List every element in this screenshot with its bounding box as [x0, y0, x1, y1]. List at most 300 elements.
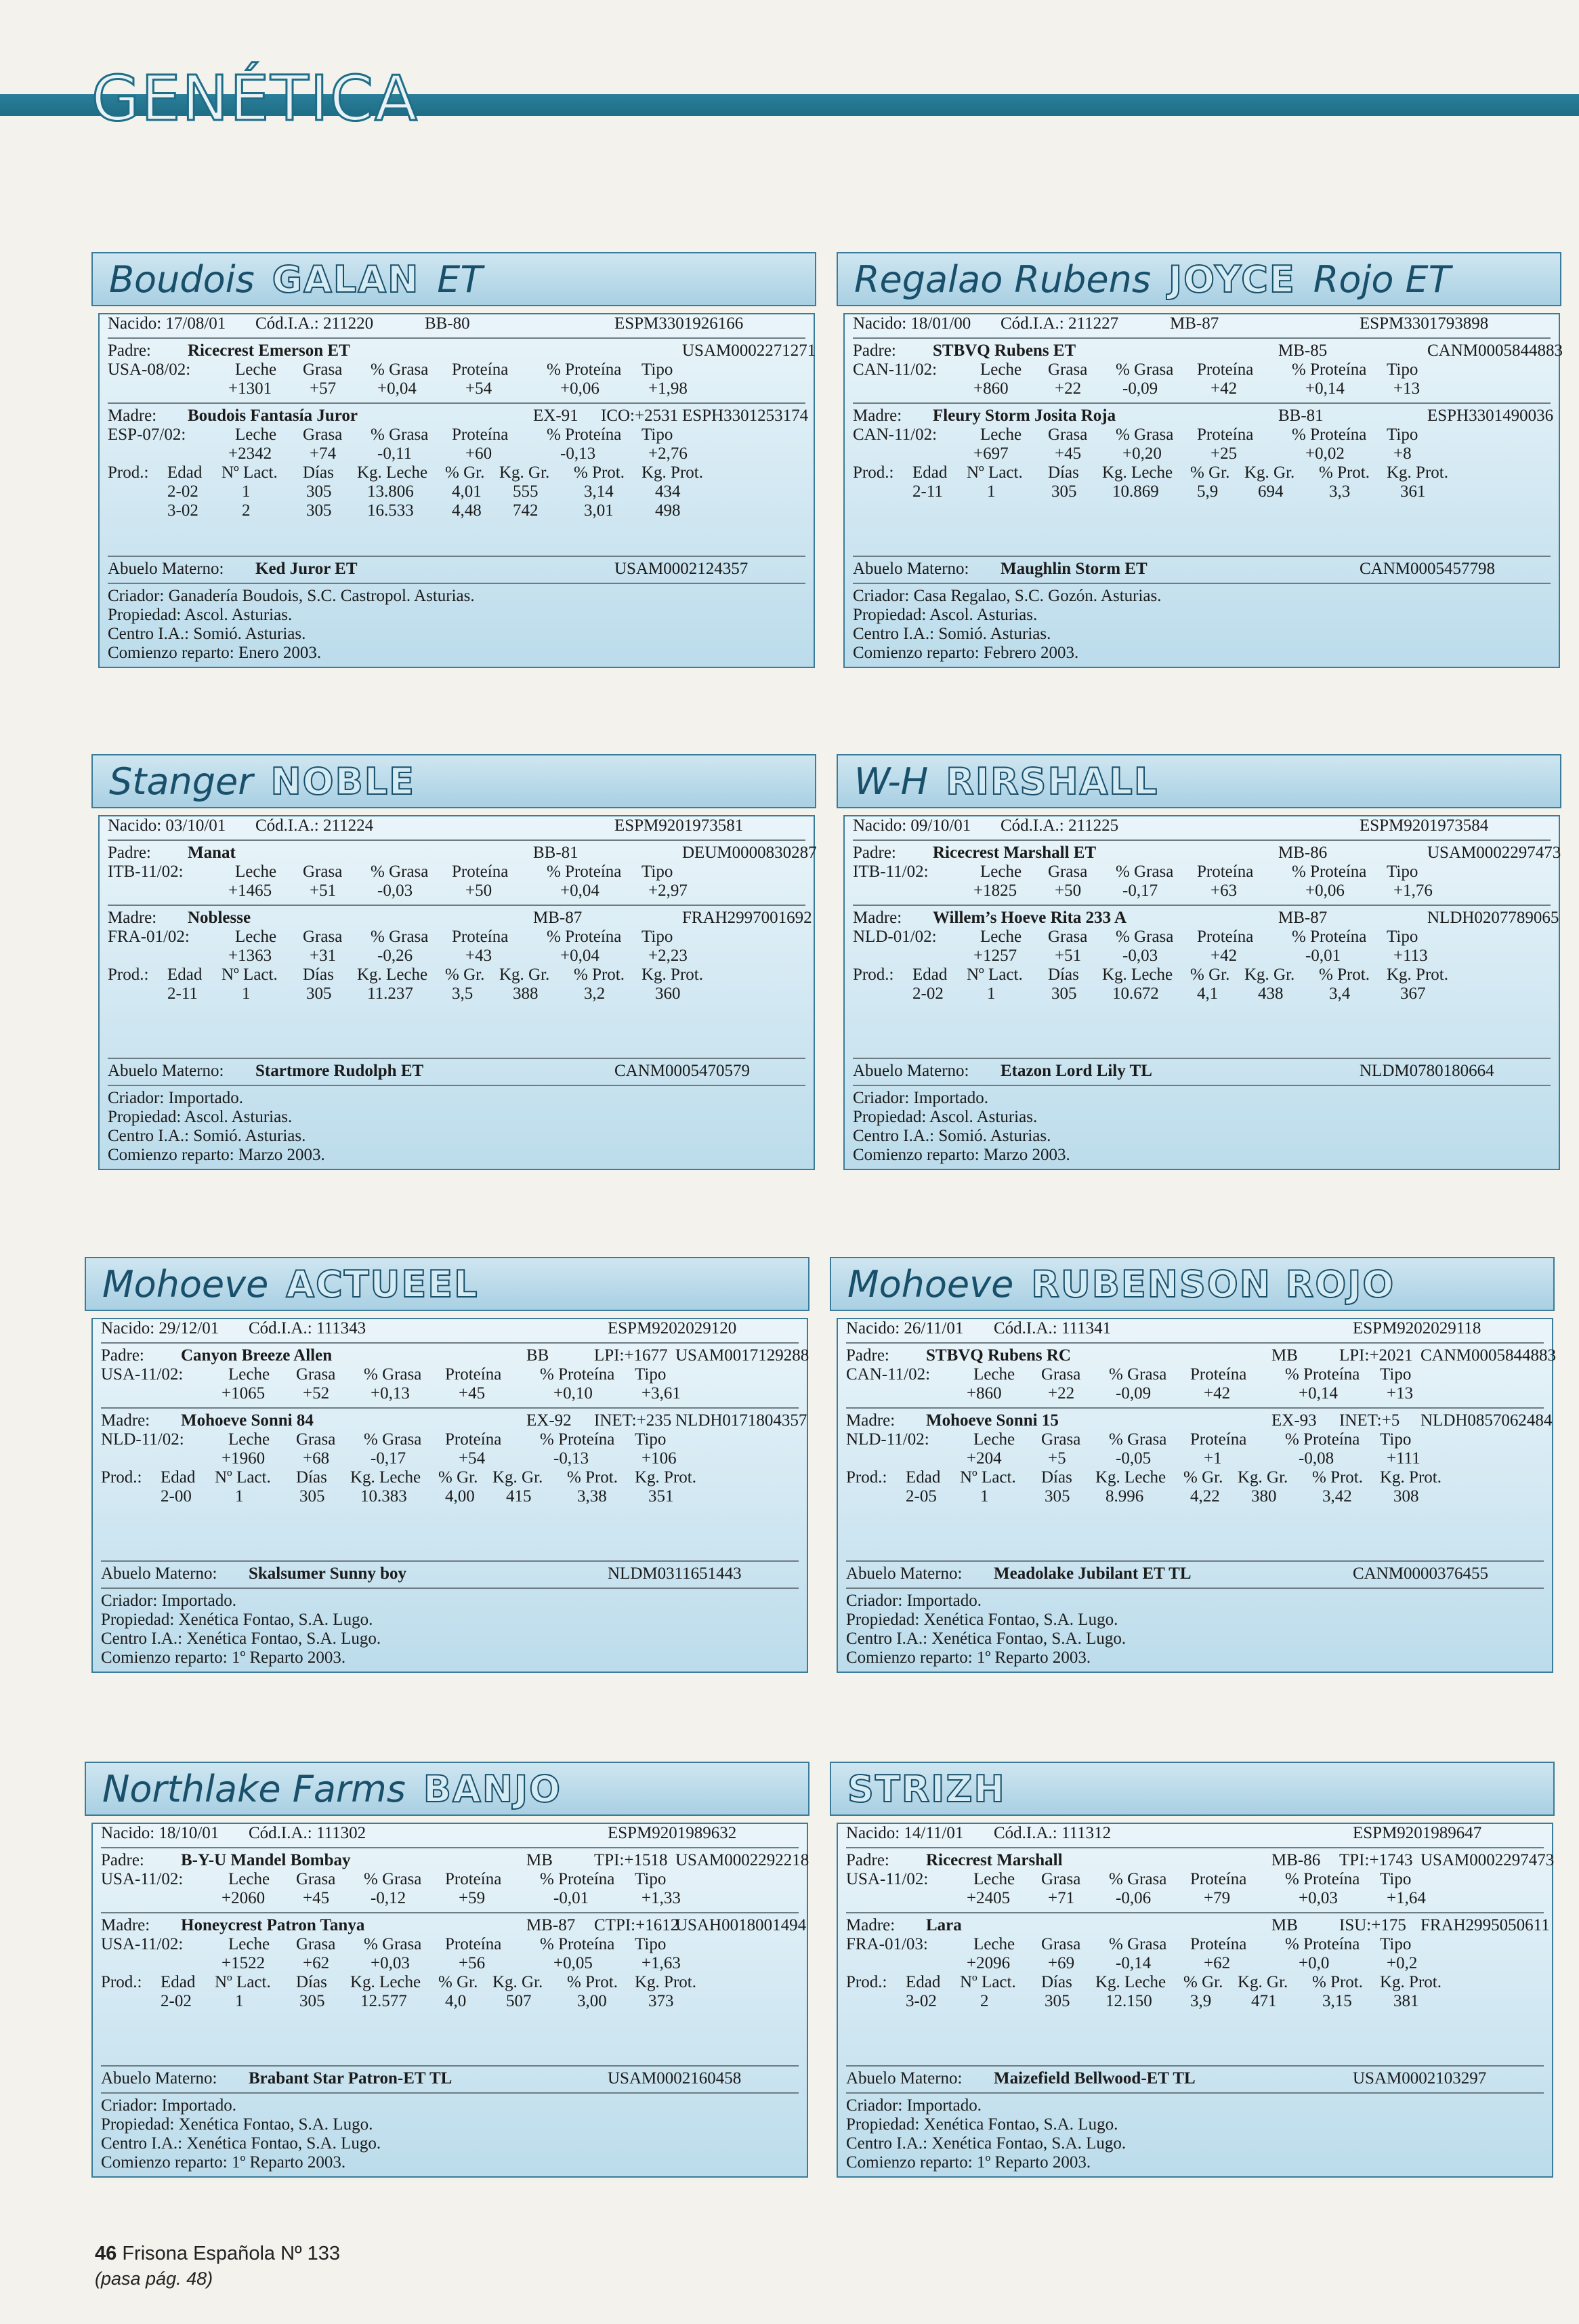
prod-value: 305	[1045, 1992, 1070, 2010]
madre-id: NLDH0857062484	[1420, 1411, 1553, 1430]
criador-text: Criador: Ganadería Boudois, S.C. Castropol. Asturias.	[108, 587, 475, 605]
padre-col-col_pprot: % Proteína	[540, 1870, 615, 1888]
prod-col-p_kggr: Kg. Gr.	[1244, 463, 1295, 482]
prod-value: 2	[242, 501, 251, 520]
centro-row	[93, 2134, 807, 2153]
madre-index: ICO:+2531	[601, 407, 679, 425]
prod-value: 3,01	[584, 501, 614, 520]
padre-value: +54	[465, 379, 492, 398]
bull-title-prefix: Stanger	[109, 760, 253, 803]
prod-value: 2	[980, 1992, 989, 2010]
divider	[853, 583, 1551, 584]
padre-label: Padre:	[101, 1851, 144, 1869]
padre-label: Padre:	[108, 844, 151, 862]
bull-title-suffix: ET	[437, 257, 483, 301]
padre-country: ITB-11/02:	[853, 863, 929, 881]
divider	[101, 1342, 799, 1344]
padre-value: +42	[1204, 1384, 1231, 1403]
grandsire-label: Abuelo Materno:	[853, 1062, 969, 1080]
madre-value: +0,05	[553, 1954, 593, 1972]
padre-col-col_tipo: Tipo	[1387, 360, 1418, 379]
madre-col-col_pgrasa: % Grasa	[371, 928, 429, 946]
padre-header-row	[845, 844, 1559, 863]
prod-value: 2-00	[161, 1487, 192, 1506]
padre-id: CANM0005844883	[1420, 1346, 1557, 1365]
prod-value: 305	[306, 482, 332, 501]
prod-value: 1	[235, 1992, 244, 2010]
grandsire-id: CANM0005470579	[614, 1062, 751, 1080]
divider	[101, 1847, 799, 1848]
prod-col-p_edad: Edad	[167, 463, 203, 482]
padre-name: Ricecrest Marshall	[926, 1851, 1063, 1869]
padre-col-col_pgrasa: % Grasa	[1116, 360, 1174, 379]
madre-col-col_leche: Leche	[980, 928, 1022, 946]
madre-columns-row	[845, 426, 1559, 444]
padre-col-col_grasa: Grasa	[1048, 360, 1088, 379]
madre-col-col_leche: Leche	[980, 426, 1022, 444]
comienzo-text: Comienzo reparto: 1º Reparto 2003.	[846, 1648, 1091, 1667]
prod-label: Prod.:	[846, 1468, 887, 1487]
padre-col-col_pprot: % Proteína	[547, 360, 622, 379]
prod-value: 434	[655, 482, 681, 501]
bull-id: ESPM9201973584	[1360, 816, 1489, 835]
bull-title-prefix: W-H	[854, 760, 929, 803]
padre-col-col_pgrasa: % Grasa	[371, 360, 429, 379]
madre-class: EX-91	[533, 407, 578, 425]
prod-value: 4,48	[452, 501, 482, 520]
prod-col-p_dias: Días	[296, 1973, 327, 1991]
grandsire-id: USAM0002124357	[614, 560, 749, 578]
prod-value: 2-11	[167, 984, 198, 1003]
criador-text: Criador: Importado.	[101, 2096, 236, 2115]
centro-text: Centro I.A.: Xenética Fontao, S.A. Lugo.	[101, 2134, 381, 2153]
grandsire-id: CANM0005457798	[1360, 560, 1496, 578]
prod-value: 12.577	[360, 1992, 407, 2010]
madre-id: ESPH3301490036	[1427, 407, 1554, 425]
section-title: GENÉTICA	[91, 62, 419, 135]
divider	[108, 1058, 805, 1059]
madre-value: -0,17	[371, 1449, 406, 1468]
madre-columns-row	[93, 1935, 807, 1954]
madre-value: +45	[1055, 444, 1082, 463]
prod-header-row	[93, 1973, 807, 1992]
propiedad-row	[93, 1611, 807, 1630]
padre-value: -0,12	[371, 1889, 406, 1907]
madre-values-row	[100, 444, 814, 463]
padre-col-col_pgrasa: % Grasa	[371, 863, 429, 881]
madre-col-col_tipo: Tipo	[1380, 1935, 1412, 1953]
padre-value: +45	[459, 1384, 486, 1403]
madre-col-col_prot: Proteína	[452, 928, 509, 946]
madre-value: +0,20	[1122, 444, 1162, 463]
grandsire-name: Etazon Lord Lily TL	[1001, 1062, 1152, 1080]
criador-row	[93, 1592, 807, 1611]
comienzo-row	[93, 2153, 807, 2172]
prod-value: 415	[506, 1487, 532, 1506]
bull-title-suffix: Rojo ET	[1313, 257, 1451, 301]
madre-col-col_pprot: % Proteína	[1285, 1935, 1360, 1953]
padre-columns-row	[100, 360, 814, 379]
bull-title	[837, 252, 1561, 306]
prod-col-p_gr: % Gr.	[438, 1973, 478, 1991]
madre-class: EX-92	[526, 1411, 572, 1430]
madre-name: Willem’s Hoeve Rita 233 A	[933, 909, 1127, 927]
prod-col-p_dias: Días	[303, 966, 334, 984]
divider	[846, 1407, 1544, 1409]
madre-value: +5	[1048, 1449, 1066, 1468]
ia-code: Cód.I.A.: 111302	[249, 1824, 366, 1842]
padre-col-col_prot: Proteína	[1190, 1870, 1247, 1888]
madre-col-col_grasa: Grasa	[296, 1935, 336, 1953]
divider	[108, 1085, 805, 1086]
prod-col-p_kggr: Kg. Gr.	[499, 463, 550, 482]
madre-col-col_grasa: Grasa	[1041, 1935, 1081, 1953]
madre-col-col_grasa: Grasa	[1041, 1430, 1081, 1449]
spacer	[93, 2011, 807, 2061]
madre-country: NLD-11/02:	[101, 1430, 184, 1449]
prod-value: 3,42	[1322, 1487, 1352, 1506]
comienzo-text: Comienzo reparto: Marzo 2003.	[108, 1146, 325, 1164]
padre-country: USA-08/02:	[108, 360, 191, 379]
birth-date: Nacido: 09/10/01	[853, 816, 971, 835]
madre-value: -0,13	[560, 444, 596, 463]
padre-country: USA-11/02:	[101, 1365, 184, 1384]
divider	[853, 1085, 1551, 1086]
madre-value: +111	[1387, 1449, 1420, 1468]
prod-value: 10.869	[1112, 482, 1159, 501]
padre-value: -0,06	[1116, 1889, 1152, 1907]
divider	[101, 2065, 799, 2067]
padre-value: +42	[1210, 379, 1238, 398]
padre-value: +50	[465, 881, 492, 900]
padre-header-row	[838, 1851, 1555, 1870]
comienzo-text: Comienzo reparto: Febrero 2003.	[853, 644, 1079, 662]
padre-value: +0,10	[553, 1384, 593, 1403]
padre-value: +59	[459, 1889, 486, 1907]
padre-value: +13	[1387, 1384, 1414, 1403]
birth-date: Nacido: 29/12/01	[101, 1319, 219, 1337]
spacer	[838, 2011, 1552, 2061]
divider	[853, 839, 1551, 841]
madre-label: Madre:	[846, 1411, 896, 1430]
prod-col-p_lact: Nº Lact.	[967, 966, 1023, 984]
prod-col-p_edad: Edad	[906, 1468, 941, 1487]
prod-value: 380	[1251, 1487, 1277, 1506]
bull-title	[85, 1257, 809, 1311]
padre-country: USA-11/02:	[846, 1870, 929, 1888]
prod-value: 305	[299, 1992, 325, 2010]
comienzo-row	[845, 1146, 1559, 1165]
centro-text: Centro I.A.: Xenética Fontao, S.A. Lugo.	[846, 2134, 1127, 2153]
madre-value: +8	[1393, 444, 1412, 463]
grandsire-label: Abuelo Materno:	[853, 560, 969, 578]
padre-class: MB	[526, 1851, 553, 1869]
divider	[108, 337, 805, 339]
prod-col-p_kgprot: Kg. Prot.	[1380, 1973, 1441, 1991]
centro-row	[845, 625, 1559, 644]
madre-value: +42	[1210, 947, 1238, 965]
birth-row	[93, 1319, 807, 1338]
madre-value: -0,01	[1305, 947, 1341, 965]
divider	[101, 1588, 799, 1589]
prod-header-row	[845, 463, 1559, 482]
madre-country: NLD-01/02:	[853, 928, 937, 946]
prod-value: 2-05	[906, 1487, 937, 1506]
padre-value: -0,17	[1122, 881, 1158, 900]
grandsire-label: Abuelo Materno:	[846, 2069, 963, 2088]
prod-value: 373	[648, 1992, 674, 2010]
prod-row	[100, 501, 814, 520]
madre-header-row	[100, 407, 814, 426]
bull-title-prefix: Mohoeve	[102, 1262, 269, 1306]
madre-value: -0,26	[377, 947, 413, 965]
prod-value: 438	[1258, 984, 1284, 1003]
padre-value: +1,33	[641, 1889, 681, 1907]
padre-value: -0,03	[377, 881, 413, 900]
bull-title-name: RUBENSON ROJO	[1031, 1262, 1395, 1306]
prod-col-p_kggr: Kg. Gr.	[1238, 1973, 1288, 1991]
prod-value: 4,00	[445, 1487, 475, 1506]
criador-text: Criador: Importado.	[846, 2096, 982, 2115]
centro-text: Centro I.A.: Xenética Fontao, S.A. Lugo.	[101, 1630, 381, 1648]
ia-code: Cód.I.A.: 211220	[255, 314, 374, 333]
criador-text: Criador: Importado.	[853, 1089, 988, 1107]
madre-header-row	[845, 909, 1559, 928]
bull-id: ESPM9201989647	[1353, 1824, 1482, 1842]
prod-value: 1	[242, 984, 251, 1003]
padre-header-row	[838, 1346, 1557, 1365]
madre-header-row	[100, 909, 814, 928]
madre-value: +1960	[222, 1449, 266, 1468]
madre-index: INET:+235	[594, 1411, 672, 1430]
madre-value: +0,03	[371, 1954, 410, 1972]
prod-header-row	[838, 1468, 1552, 1487]
madre-col-col_leche: Leche	[973, 1430, 1015, 1449]
prod-value: 694	[1258, 482, 1284, 501]
madre-header-row	[838, 1411, 1552, 1430]
madre-col-col_leche: Leche	[228, 1430, 270, 1449]
padre-label: Padre:	[846, 1851, 889, 1869]
padre-col-col_leche: Leche	[973, 1365, 1015, 1384]
madre-col-col_pprot: % Proteína	[540, 1430, 615, 1449]
prod-value: 3-02	[906, 1992, 937, 2010]
padre-id: DEUM0000830287	[682, 844, 817, 862]
prod-label: Prod.:	[108, 966, 149, 984]
prod-header-row	[845, 966, 1559, 984]
divider	[853, 556, 1551, 557]
madre-columns-row	[838, 1430, 1552, 1449]
padre-col-col_pprot: % Proteína	[1285, 1870, 1360, 1888]
padre-class: MB-86	[1271, 1851, 1321, 1869]
spacer	[93, 2172, 807, 2176]
madre-col-col_pgrasa: % Grasa	[1116, 928, 1174, 946]
madre-id: NLDH0171804357	[675, 1411, 807, 1430]
madre-col-col_prot: Proteína	[1190, 1430, 1247, 1449]
padre-value: +0,04	[377, 379, 417, 398]
padre-class: BB-81	[533, 844, 578, 862]
centro-text: Centro I.A.: Somió. Asturias.	[853, 625, 1051, 643]
birth-row	[93, 1824, 807, 1843]
prod-value: 4,22	[1190, 1487, 1220, 1506]
divider	[853, 402, 1551, 404]
prod-col-p_lact: Nº Lact.	[960, 1973, 1016, 1991]
prod-col-p_prot: % Prot.	[567, 1468, 618, 1487]
grandsire-row	[838, 1564, 1552, 1583]
padre-col-col_pprot: % Proteína	[1292, 863, 1367, 881]
padre-columns-row	[93, 1365, 807, 1384]
prod-col-p_kgl: Kg. Leche	[350, 1973, 421, 1991]
prod-label: Prod.:	[108, 463, 149, 482]
padre-col-col_pprot: % Proteína	[1292, 360, 1367, 379]
prod-value: 12.150	[1106, 1992, 1152, 2010]
grandsire-name: Maizefield Bellwood-ET TL	[994, 2069, 1196, 2088]
propiedad-row	[838, 2115, 1552, 2134]
centro-row	[93, 1630, 807, 1648]
prod-col-p_lact: Nº Lact.	[222, 966, 278, 984]
spacer	[838, 2172, 1552, 2176]
padre-index: LPI:+1677	[594, 1346, 668, 1365]
prod-value: 3,9	[1190, 1992, 1212, 2010]
madre-label: Madre:	[853, 909, 902, 927]
madre-columns-row	[845, 928, 1559, 947]
criador-row	[845, 1089, 1559, 1108]
grandsire-name: Brabant Star Patron-ET TL	[249, 2069, 452, 2088]
centro-row	[838, 1630, 1552, 1648]
madre-header-row	[845, 407, 1559, 426]
grandsire-name: Skalsumer Sunny boy	[249, 1564, 406, 1583]
madre-col-col_pprot: % Proteína	[1285, 1430, 1360, 1449]
ia-code: Cód.I.A.: 211224	[255, 816, 374, 835]
madre-name: Mohoeve Sonni 15	[926, 1411, 1059, 1430]
prod-col-p_kgl: Kg. Leche	[1095, 1468, 1166, 1487]
birth-date: Nacido: 03/10/01	[108, 816, 226, 835]
prod-col-p_kgprot: Kg. Prot.	[1380, 1468, 1441, 1487]
padre-col-col_prot: Proteína	[452, 863, 509, 881]
bull-id: ESPM9201973581	[614, 816, 744, 835]
propiedad-row	[93, 2115, 807, 2134]
padre-value: +79	[1204, 1889, 1231, 1907]
madre-index: ISU:+175	[1339, 1916, 1406, 1934]
madre-class: MB-87	[533, 909, 583, 927]
propiedad-text: Propiedad: Ascol. Asturias.	[853, 1108, 1038, 1126]
madre-col-col_pgrasa: % Grasa	[371, 426, 429, 444]
madre-values-row	[845, 444, 1559, 463]
madre-name: Fleury Storm Josita Roja	[933, 407, 1116, 425]
madre-value: -0,13	[553, 1449, 589, 1468]
padre-name: B-Y-U Mandel Bombay	[181, 1851, 351, 1869]
propiedad-text: Propiedad: Xenética Fontao, S.A. Lugo.	[846, 2115, 1118, 2134]
grandsire-name: Startmore Rudolph ET	[255, 1062, 424, 1080]
madre-index: INET:+5	[1339, 1411, 1400, 1430]
propiedad-row	[845, 606, 1559, 625]
comienzo-text: Comienzo reparto: 1º Reparto 2003.	[101, 1648, 346, 1667]
grandsire-name: Ked Juror ET	[255, 560, 358, 578]
madre-col-col_grasa: Grasa	[1048, 426, 1088, 444]
prod-col-p_kgl: Kg. Leche	[1102, 966, 1173, 984]
bull-data-panel	[98, 313, 815, 668]
divider	[108, 556, 805, 557]
comienzo-row	[845, 644, 1559, 663]
madre-value: +56	[459, 1954, 486, 1972]
spacer	[100, 1003, 814, 1054]
prod-value: 507	[506, 1992, 532, 2010]
padre-index: LPI:+2021	[1339, 1346, 1413, 1365]
prod-value: 1	[980, 1487, 989, 1506]
madre-name: Honeycrest Patron Tanya	[181, 1916, 365, 1934]
prod-header-row	[100, 463, 814, 482]
prod-col-p_kggr: Kg. Gr.	[492, 1973, 543, 1991]
padre-col-col_tipo: Tipo	[635, 1870, 667, 1888]
bull-id: ESPM3301926166	[614, 314, 744, 333]
bull-title	[91, 252, 816, 306]
prod-col-p_gr: % Gr.	[445, 463, 485, 482]
padre-value: +860	[967, 1384, 1002, 1403]
padre-value: +45	[303, 1889, 330, 1907]
birth-row	[838, 1824, 1552, 1843]
padre-col-col_prot: Proteína	[445, 1870, 502, 1888]
padre-value: +1465	[228, 881, 272, 900]
padre-columns-row	[838, 1870, 1552, 1889]
padre-col-col_prot: Proteína	[1197, 360, 1254, 379]
ia-code: Cód.I.A.: 111343	[249, 1319, 366, 1337]
padre-values-row	[100, 379, 814, 398]
spacer	[845, 501, 1559, 552]
prod-col-p_edad: Edad	[161, 1468, 196, 1487]
padre-col-col_leche: Leche	[235, 863, 277, 881]
prod-col-p_gr: % Gr.	[438, 1468, 478, 1487]
prod-value: 360	[655, 984, 681, 1003]
madre-name: Lara	[926, 1916, 962, 1934]
prod-col-p_gr: % Gr.	[445, 966, 485, 984]
padre-col-col_prot: Proteína	[1190, 1365, 1247, 1384]
spacer	[845, 1003, 1559, 1054]
propiedad-row	[845, 1108, 1559, 1127]
padre-country: CAN-11/02:	[853, 360, 938, 379]
padre-id: USAM0002271271	[682, 341, 816, 360]
madre-value: -0,03	[1122, 947, 1158, 965]
prod-col-p_kggr: Kg. Gr.	[1238, 1468, 1288, 1487]
comienzo-row	[100, 644, 814, 663]
madre-value: +54	[459, 1449, 486, 1468]
prod-row	[100, 482, 814, 501]
padre-col-col_pgrasa: % Grasa	[1109, 1870, 1167, 1888]
prod-value: 4,01	[452, 482, 482, 501]
prod-col-p_kgprot: Kg. Prot.	[635, 1973, 696, 1991]
madre-col-col_leche: Leche	[228, 1935, 270, 1953]
padre-header-row	[93, 1346, 807, 1365]
prod-col-p_prot: % Prot.	[1312, 1468, 1363, 1487]
madre-label: Madre:	[101, 1411, 150, 1430]
madre-value: +106	[641, 1449, 677, 1468]
propiedad-text: Propiedad: Xenética Fontao, S.A. Lugo.	[101, 1611, 373, 1629]
centro-row	[100, 1127, 814, 1146]
padre-col-col_tipo: Tipo	[1387, 863, 1418, 881]
criador-text: Criador: Importado.	[101, 1592, 236, 1610]
bull-id: ESPM9202029118	[1353, 1319, 1481, 1337]
prod-value: 3,38	[577, 1487, 607, 1506]
madre-id: USAH0018001494	[675, 1916, 807, 1934]
prod-col-p_prot: % Prot.	[567, 1973, 618, 1991]
madre-values-row	[100, 947, 814, 966]
prod-col-p_kgl: Kg. Leche	[357, 966, 428, 984]
padre-value: +1,98	[648, 379, 688, 398]
bull-title-prefix: Boudois	[109, 257, 255, 301]
madre-col-col_prot: Proteína	[445, 1430, 502, 1449]
bull-class: MB-87	[1170, 314, 1219, 333]
divider	[108, 402, 805, 404]
bull-title-name: GALAN	[272, 257, 420, 301]
padre-id: USAM0017129288	[675, 1346, 809, 1365]
